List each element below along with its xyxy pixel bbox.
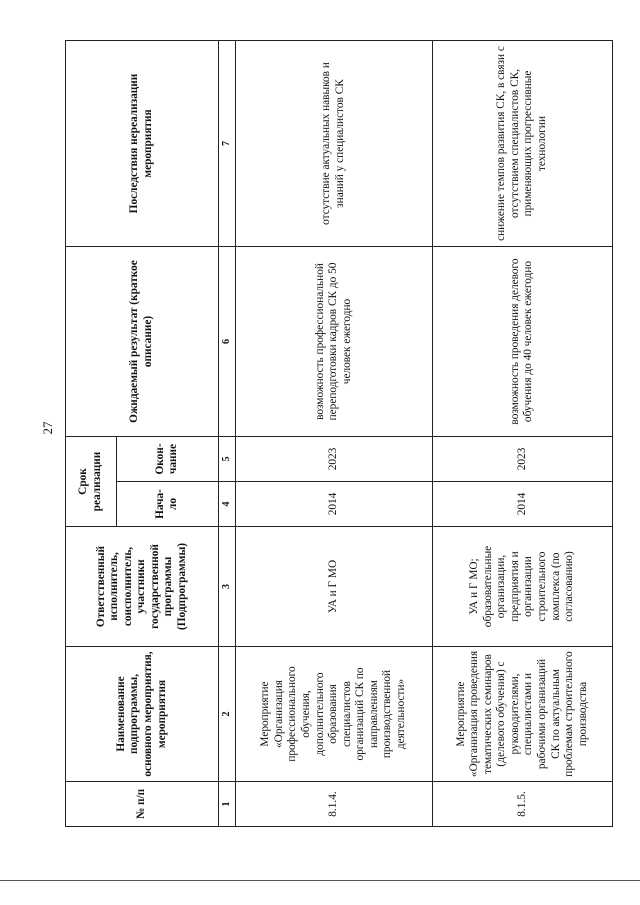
- row-start: 2014: [235, 482, 432, 527]
- column-number: 5: [219, 437, 236, 482]
- header-row: [66, 41, 117, 827]
- row-end: 2023: [235, 437, 432, 482]
- row-num: 8.1.4.: [235, 782, 432, 827]
- row-responsible: УА и Г МО: [235, 527, 432, 647]
- header-name: Наименование подпрограммы, основного мероприятия, мероприятия: [66, 647, 219, 782]
- header-term: Срок реализации: [66, 437, 117, 527]
- table-row: [235, 41, 432, 827]
- page-number: 27: [40, 421, 55, 435]
- header-result: Ожидаемый результат (краткое описание): [66, 247, 219, 437]
- header-responsible: Ответственный исполнитель, соисполнитель, участники государственной программы (Подпрограммы): [66, 527, 219, 647]
- column-number-row: [219, 41, 236, 827]
- table-wrapper: [65, 41, 613, 827]
- activities-table: [65, 40, 613, 827]
- scan-bottom-edge: [0, 880, 640, 881]
- rotated-table-container: [65, 41, 613, 827]
- row-name: Мероприятие «Организация профессионального обучения, дополнительного образования специалистов организаций СК по направлениям производственной деятельности»: [235, 647, 432, 782]
- column-number: 4: [219, 482, 236, 527]
- column-number: 3: [219, 527, 236, 647]
- column-number: 1: [219, 782, 236, 827]
- column-number: 7: [219, 41, 236, 247]
- row-start: 2014: [432, 482, 612, 527]
- column-number: 6: [219, 247, 236, 437]
- row-result: возможность проведения делевого обучения до 40 человек ежегодно: [432, 247, 612, 437]
- row-name: Мероприятие «Организация проведения тематических семинаров (делевого обучения) с руководителями, специалистами и рабочими организаций СК по актуальным проблемам строительного производства: [432, 647, 612, 782]
- row-consequences: снижение темпов развития СК, в связи с отсутствием специалистов СК, применяющих прогрессивные технологии: [432, 41, 612, 247]
- header-num: № п/п: [66, 782, 219, 827]
- column-number: 2: [219, 647, 236, 782]
- row-result: возможность профессиональной переподготовки кадров СК до 50 человек ежегодно: [235, 247, 432, 437]
- table-row: [432, 41, 612, 827]
- header-end: Окон-чание: [116, 437, 218, 482]
- row-end: 2023: [432, 437, 612, 482]
- row-consequences: отсутствие актуальных навыков и знаний у специалистов СК: [235, 41, 432, 247]
- row-responsible: УА и Г МО; образовательные организации, предприятия и организации строительного комплекса (по согласованию): [432, 527, 612, 647]
- row-num: 8.1.5.: [432, 782, 612, 827]
- header-consequences: Последствия нереализации мероприятия: [66, 41, 219, 247]
- header-start: Нача-ло: [116, 482, 218, 527]
